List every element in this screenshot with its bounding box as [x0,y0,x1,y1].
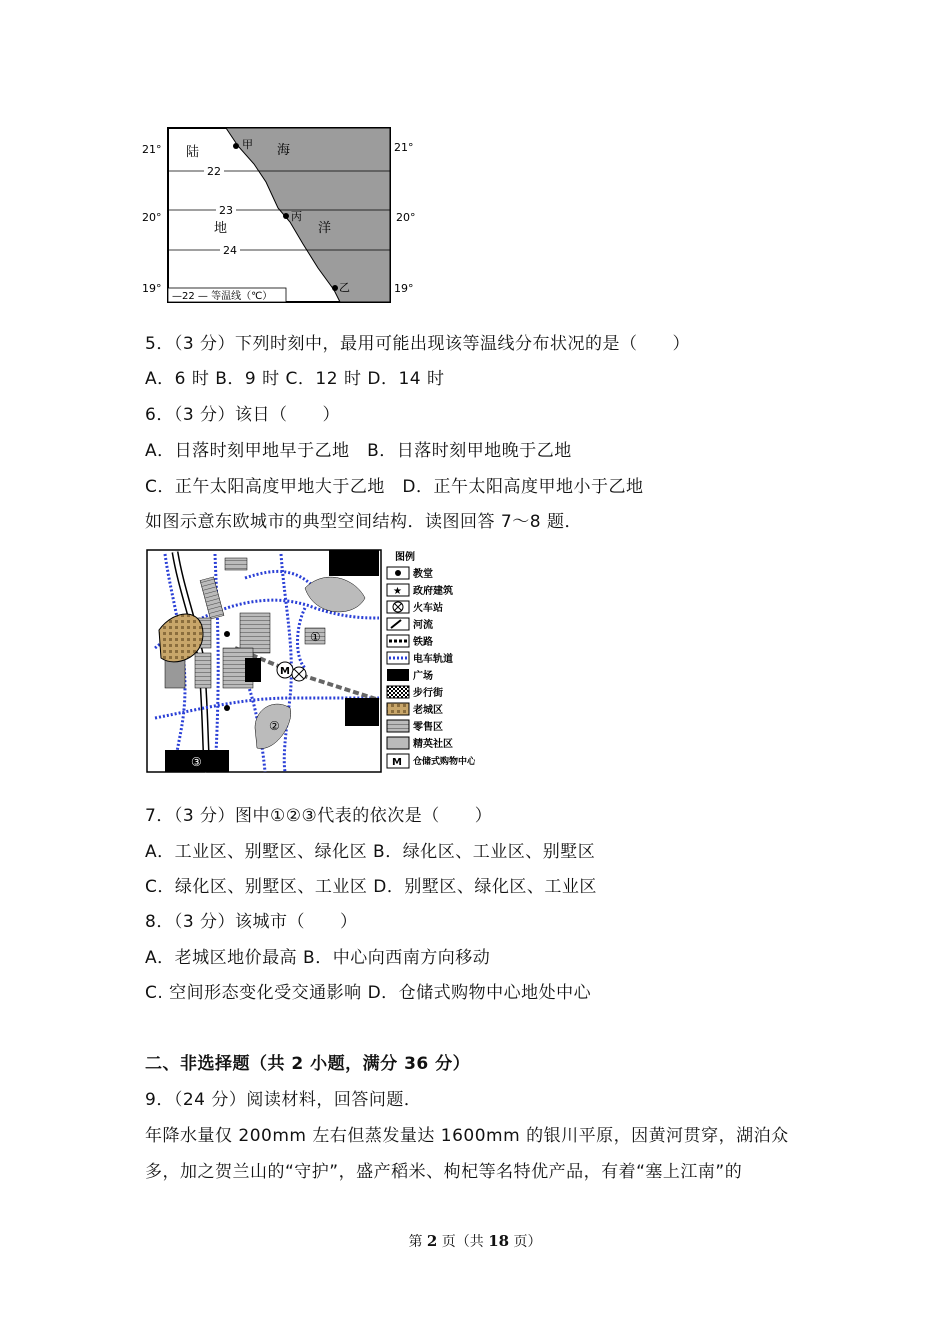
q8-options-cd: C. 空间形态变化受交通影响 D．仓储式购物中心地处中心 [145,983,592,1003]
legend-title: 图例 [395,552,415,563]
sea-label: 洋 [318,221,332,236]
lat-label: 21° [394,141,414,154]
marker-2: ② [269,719,280,733]
q9-paragraph-line-1: 年降水量仅 200mm 左右但蒸发量达 1600mm 的银川平原，因黄河贯穿，湖泊众 [145,1126,789,1146]
lat-label: 21° [142,143,162,156]
q9-paragraph-line-2: 多，加之贺兰山的“守护”，盛产稻米、枸杞等名特优产品，有着“塞上江南”的 [145,1162,743,1182]
page-number: 2 [426,1232,438,1250]
q7-options-cd: C．绿化区、别墅区、工业区 D．别墅区、绿化区、工业区 [145,877,597,897]
q6-stem: 6．（3 分）该日（ ） [145,405,341,425]
legend-railway: 铁路 [413,637,433,648]
page-footer [0,1231,950,1251]
point-label: 甲 [242,138,253,151]
q8-options-ab: A．老城区地价最高 B．中心向西南方向移动 [145,948,491,968]
legend-old-town: 老城区 [413,705,443,716]
footer-mid: 页（共 [437,1234,489,1250]
isotherm-label: 24 [223,244,237,257]
isotherm-map-figure [140,120,430,310]
footer-suffix: 页） [509,1234,542,1250]
q6-options-ab: A．日落时刻甲地早于乙地 B．日落时刻甲地晚于乙地 [145,441,572,461]
lat-label: 20° [142,211,162,224]
isotherm-map [140,120,430,310]
lat-label: 19° [394,282,414,295]
legend-tram: 电车轨道 [413,654,453,665]
isotherm-label: 22 [207,165,221,178]
section-2-heading: 二、非选择题（共 2 小题，满分 36 分） [145,1054,471,1074]
q7-options-ab: A．工业区、别墅区、绿化区 B．绿化区、工业区、别墅区 [145,842,596,862]
legend-station: 火车站 [413,603,443,614]
legend-church: 教堂 [413,569,433,580]
lat-label: 20° [396,211,416,224]
land-label: 地 [214,221,228,236]
isotherm-label: 23 [219,204,233,217]
footer-prefix: 第 [408,1234,427,1250]
point-label: 乙 [339,281,350,294]
warehouse-mall-marker: M [280,666,290,677]
legend-square: 广场 [413,671,433,682]
land-label: 陆 [186,145,200,160]
legend-retail: 零售区 [413,722,443,733]
marker-1: ① [310,630,321,644]
city-structure-map [145,548,475,780]
q7-stem: 7．（3 分）图中①②③代表的依次是（ ） [145,806,493,826]
marker-3: ③ [191,755,202,769]
isotherm-legend: —22 — 等温线（℃） [172,291,273,302]
svg-text:★: ★ [393,586,402,597]
city-structure-figure [145,548,475,780]
legend-mall-symbol: M [392,757,402,768]
q5-options: A．6 时 B．9 时 C．12 时 D．14 时 [145,369,445,389]
q8-stem: 8．（3 分）该城市（ ） [145,912,358,932]
intro-7-8: 如图示意东欧城市的典型空间结构．读图回答 7～8 题． [145,512,582,532]
legend-river: 河流 [413,620,433,631]
q9-stem: 9．（24 分）阅读材料，回答问题． [145,1090,422,1110]
q6-options-cd: C．正午太阳高度甲地大于乙地 D．正午太阳高度甲地小于乙地 [145,477,644,497]
legend-mall: 仓储式购物中心 [413,757,475,767]
lat-label: 19° [142,282,162,295]
legend-elite: 精英社区 [413,739,453,750]
legend-government: 政府建筑 [413,586,453,597]
sea-label: 海 [277,143,291,158]
q5-stem: 5．（3 分）下列时刻中，最用可能出现该等温线分布状况的是（ ） [145,334,691,354]
point-label: 丙 [291,210,302,223]
page-total: 18 [488,1232,510,1250]
legend-pedestrian: 步行街 [413,688,443,699]
